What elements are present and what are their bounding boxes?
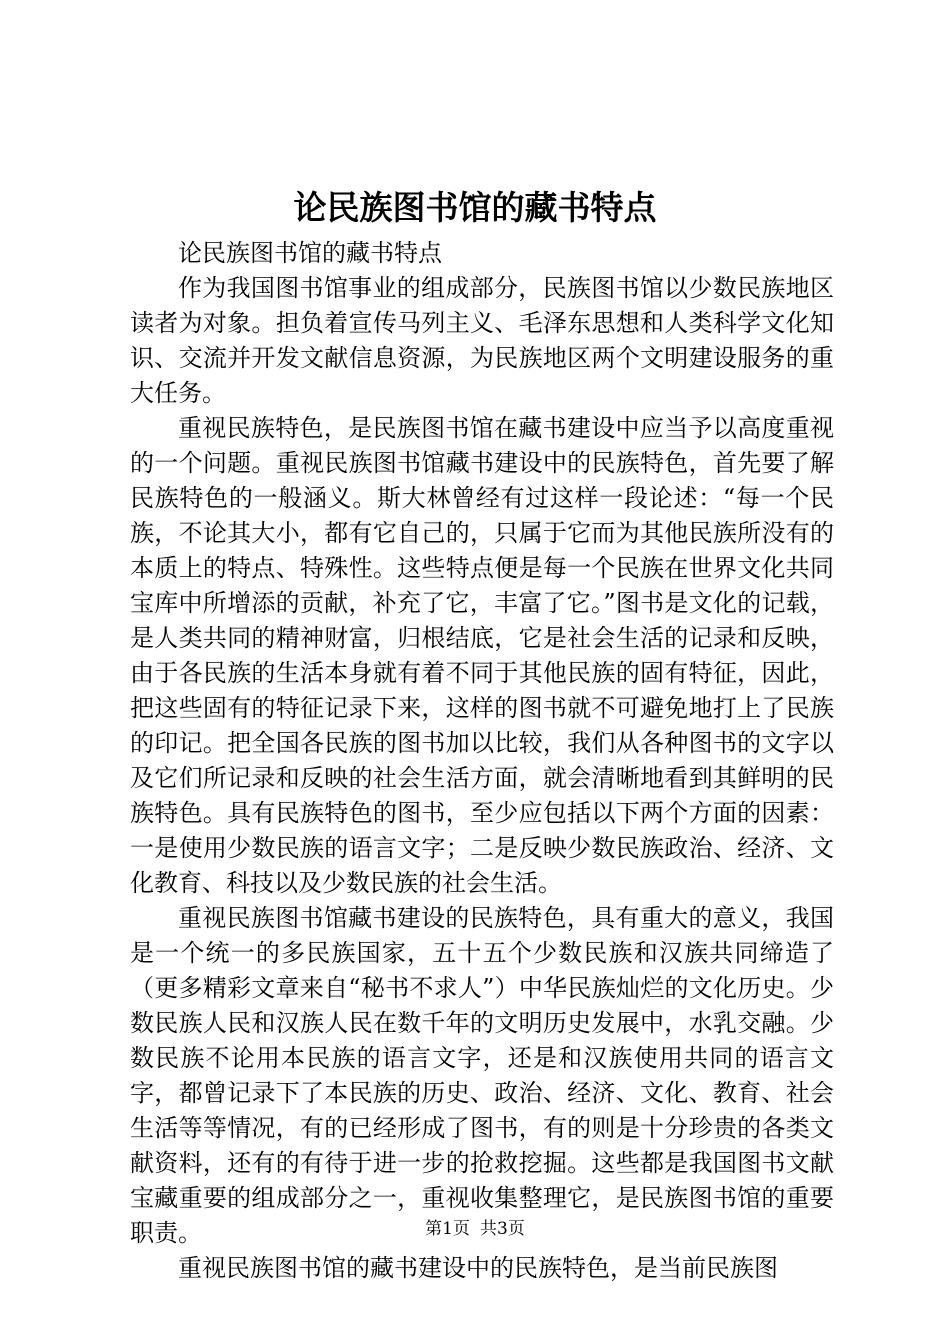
paragraph-4: 重视民族图书馆的藏书建设中的民族特色，是当前民族图 xyxy=(178,1254,778,1282)
paragraph-3: 重视民族图书馆藏书建设的民族特色，具有重大的意义，我国是一个统一的多民族国家，五十五个少数民族和汉族共同缔造了（更多精彩文章来自“秘书不求人”）中华民族灿烂的文化历史。少数民族人民和汉族人民在数千年的文明历史发展中，水乳交融。少数民族不论用本民族的语言文字，还是和汉族使用共同的语言文字，都曾记录下了本民族的历史、政治、经济、文化、教育、社会生活等等情况，有的已经形成了图书，有的则是十分珍贵的各类文献资料，还有的有待于进一步的抢救挖掘。这些都是我国图书文献宝藏重要的组成部分之一，重视收集整理它，是民族图书馆的重要职责。 xyxy=(130,904,834,1247)
document-title: 论民族图书馆的藏书特点 xyxy=(293,188,657,227)
paragraph-1: 作为我国图书馆事业的组成部分，民族图书馆以少数民族地区读者为对象。担负着宣传马列主义、毛泽东思想和人类科学文化知识、交流并开发文献信息资源，为民族地区两个文明建设服务的重大任务。 xyxy=(130,274,834,407)
page-total: 共3页 xyxy=(480,1219,525,1239)
paragraph-subtitle: 论民族图书馆的藏书特点 xyxy=(178,239,442,267)
page-footer xyxy=(0,1215,950,1243)
document-body xyxy=(130,236,834,1286)
page-number: 第1页 xyxy=(425,1219,470,1239)
paragraph-2: 重视民族特色，是民族图书馆在藏书建设中应当予以高度重视的一个问题。重视民族图书馆藏书建设中的民族特色，首先要了解民族特色的一般涵义。斯大林曾经有过这样一段论述：“每一个民族，不论其大小，都有它自己的，只属于它而为其他民族所没有的本质上的特点、特殊性。这些特点便是每一个民族在世界文化共同宝库中所增添的贡献，补充了它，丰富了它。”图书是文化的记载，是人类共同的精神财富，归根结底，它是社会生活的记录和反映，由于各民族的生活本身就有着不同于其他民族的固有特征，因此，把这些固有的特征记录下来，这样的图书就不可避免地打上了民族的印记。把全国各民族的图书加以比较，我们从各种图书的文字以及它们所记录和反映的社会生活方面，就会清晰地看到其鲜明的民族特色。具有民族特色的图书，至少应包括以下两个方面的因素：一是使用少数民族的语言文字；二是反映少数民族政治、经济、文化教育、科技以及少数民族的社会生活。 xyxy=(130,414,834,897)
